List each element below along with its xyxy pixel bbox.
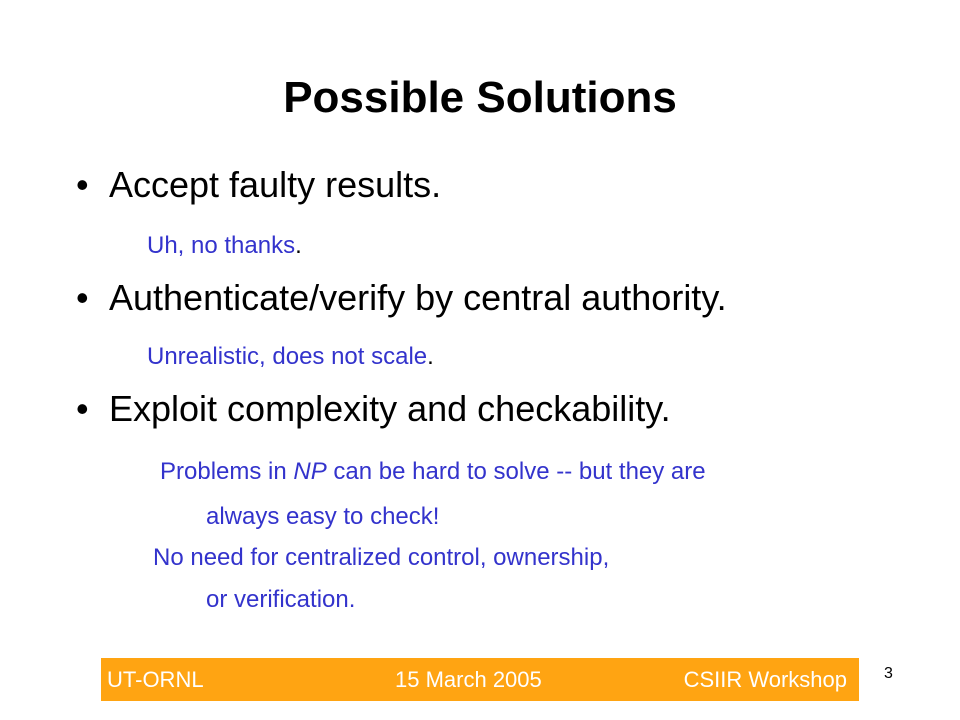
footer-left: UT-ORNL <box>107 667 204 692</box>
note-np-line4: or verification. <box>206 586 356 613</box>
bullet-accept-faulty <box>76 163 441 207</box>
bullet-text: Exploit complexity and checkability. <box>109 388 671 429</box>
note-tail: . <box>295 232 302 259</box>
note-text: Uh, no thanks <box>147 232 296 259</box>
note-text: Problems in <box>160 458 294 485</box>
footer-bar <box>101 658 859 701</box>
note-np-line3: No need for centralized control, ownership, <box>153 544 610 571</box>
footer-date: 15 March 2005 <box>395 667 542 692</box>
bullet-dot: • <box>76 164 89 205</box>
bullet-authenticate <box>76 276 727 320</box>
bullet-dot: • <box>76 277 89 318</box>
note-np-line2: always easy to check! <box>206 503 440 530</box>
bullet-text: Accept faulty results. <box>109 164 442 205</box>
note-text: can be hard to solve -- but they are <box>326 458 706 485</box>
bullet-exploit-complexity <box>76 387 671 431</box>
page-number: 3 <box>884 665 893 682</box>
footer-right: CSIIR Workshop <box>683 667 847 692</box>
note-np-italic: NP <box>293 458 327 485</box>
note-text: Unrealistic, does not scale <box>147 343 428 370</box>
note-unrealistic <box>147 341 434 373</box>
bullet-text: Authenticate/verify by central authority. <box>109 277 727 318</box>
note-tail: . <box>427 343 434 370</box>
note-uh-no-thanks <box>147 230 302 262</box>
note-np-line1 <box>160 456 706 488</box>
slide-title: Possible Solutions <box>283 73 677 122</box>
bullet-dot: • <box>76 388 89 429</box>
